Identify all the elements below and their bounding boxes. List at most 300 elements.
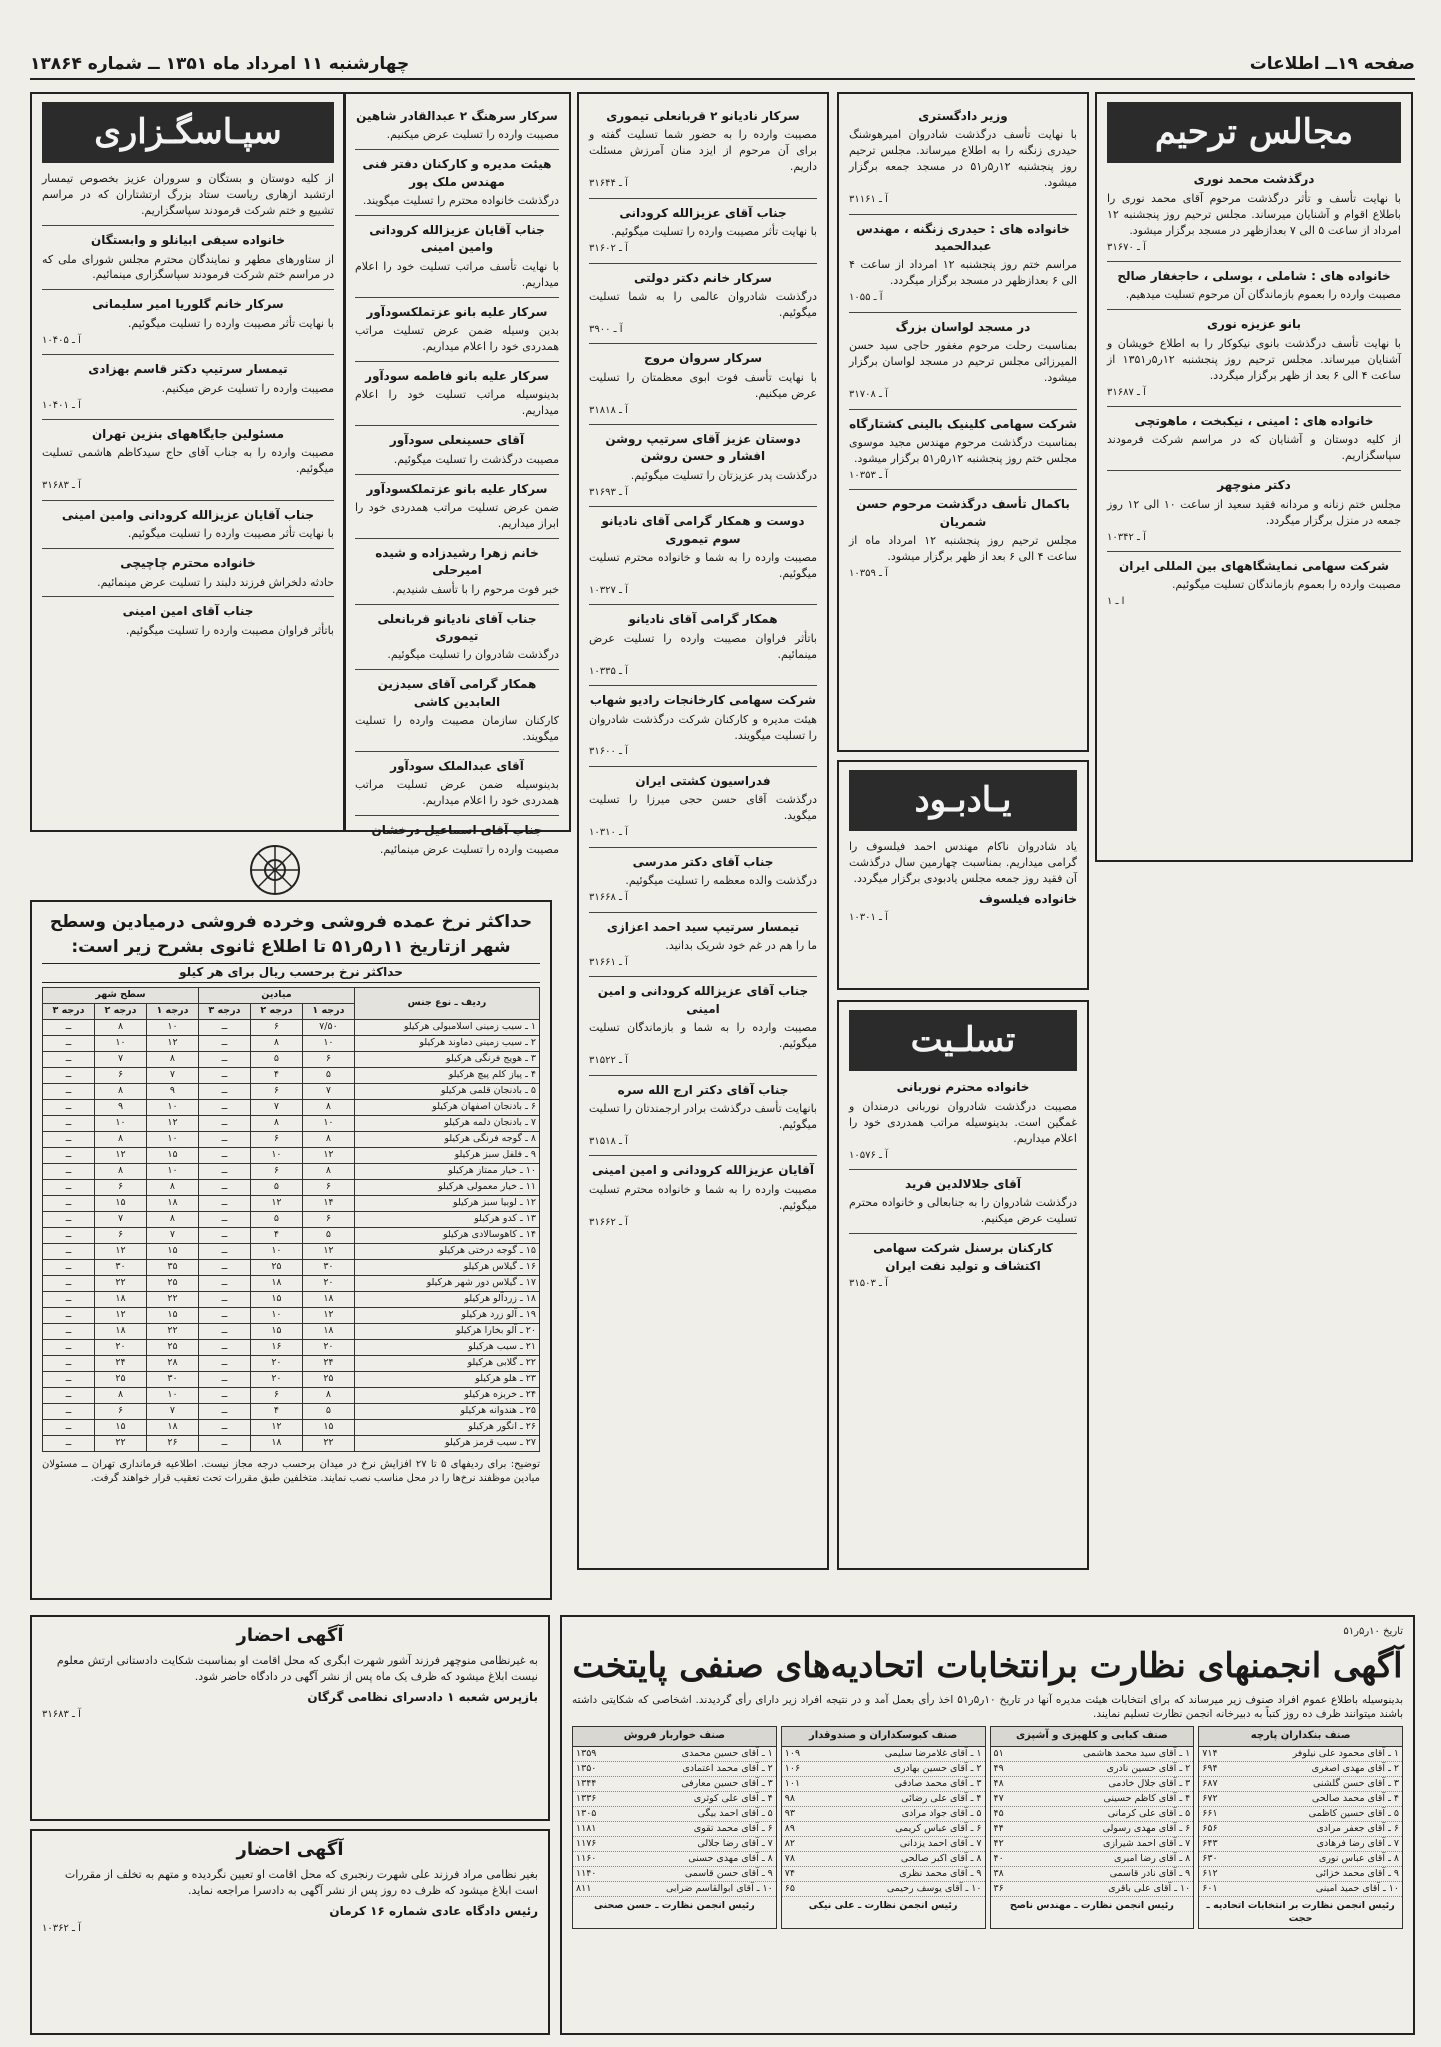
price-value: ۲۰ (250, 1355, 302, 1371)
price-value: ــ (198, 1179, 250, 1195)
col3-entry-heading: تیمسار سرتیپ سید احمد اعزازی (606, 919, 800, 934)
candidate-votes: ۶۶۱ (1202, 1807, 1218, 1819)
candidate-votes: ۱۱۸۱ (576, 1822, 597, 1834)
price-value: ۵ (250, 1051, 302, 1067)
price-value: ۷ (250, 1099, 302, 1115)
col3-entry-code: آ ـ ۳۱۵۱۸ (589, 1135, 628, 1147)
election-guild-title: صنف خواربار فروش (573, 1727, 776, 1747)
election-candidate-row (991, 1792, 1194, 1807)
price-value: ــ (43, 1211, 95, 1227)
thanks-entry-text: حادثه دلخراش فرزند دلبند را تسلیت عرض مینمائیم. (97, 575, 334, 589)
price-value: ۴ (250, 1403, 302, 1419)
summons-section (30, 1615, 550, 2035)
price-value: ــ (43, 1099, 95, 1115)
divider (849, 214, 1077, 215)
price-value: ۲۰ (302, 1339, 354, 1355)
price-value: ۸ (146, 1051, 198, 1067)
col4-entry-text: خبر فوت مرحوم را با تأسف شنیدیم. (391, 582, 559, 596)
condolence-entry (849, 1079, 1077, 1163)
election-guild-title: صنف کبوسکداران و صندوقدار (782, 1727, 985, 1747)
divider (355, 474, 559, 475)
price-value: ۷/۵۰ (302, 1019, 354, 1035)
mourning-entry-text: با نهایت تأسف درگذشت بانوی نیکوکار را به اطلاع خویشان و آشنایان میرساند. مجلس ترحیم روز پنجشنبه ۱۲ر۵ر۱۳۵۱ از ساعت ۴ الی ۶ بعد از ظهر برگزار میگردد. (1107, 336, 1401, 382)
price-item: ۷ ـ بادنجان دلمه هرکیلو (354, 1115, 539, 1131)
candidate-votes: ۴۵ (993, 1807, 1004, 1819)
price-value: ــ (198, 1435, 250, 1451)
col3-entry-code: آ ـ ۳۱۶۶۸ (589, 892, 628, 904)
price-market-header: میادین (198, 987, 354, 1003)
emblem (240, 840, 310, 900)
divider (42, 225, 334, 226)
price-value: ۲۰ (302, 1275, 354, 1291)
divider (589, 506, 817, 507)
page-header-left: چهارشنبه ۱۱ امرداد ماه ۱۳۵۱ ــ شماره ۱۳۸۶۴ (30, 54, 410, 74)
price-item: ۱۱ ـ خیار معمولی هرکیلو (354, 1179, 539, 1195)
price-value: ۶ (95, 1179, 147, 1195)
price-value: ــ (198, 1051, 250, 1067)
col3-entry (589, 205, 817, 257)
price-row (43, 1147, 540, 1163)
mourning-list-2 (849, 108, 1077, 581)
price-value: ۱۸ (146, 1419, 198, 1435)
price-row (43, 1211, 540, 1227)
price-value: ــ (43, 1083, 95, 1099)
price-value: ۲۶ (146, 1435, 198, 1451)
price-value: ۸ (95, 1163, 147, 1179)
price-value: ۶ (250, 1131, 302, 1147)
price-value: ــ (198, 1419, 250, 1435)
candidate-name: ۷ ـ آقای احمد شیرازی (1103, 1837, 1191, 1849)
col3-entry (589, 1162, 817, 1230)
mourning-entry-text: با نهایت تأسف و تأثر درگذشت مرحوم آقای محمد نوری را باطلاع اقوام و آشنایان میرساند. مجلس ترحیم روز پنجشنبه ۱۲ امرداد از ساعت ۵ الی ۷ بعدازظهر در مسجد برگزار میشود. (1107, 191, 1401, 237)
price-item: ۲۲ ـ گلابی هرکیلو (354, 1355, 539, 1371)
condolence-entry-code: آ ـ ۳۱۵۰۳ (849, 1278, 888, 1290)
candidate-votes: ۱۱۷۶ (576, 1837, 597, 1849)
price-value: ۱۲ (250, 1195, 302, 1211)
mourning2-entry-code: آ ـ ۱۰۳۵۹ (849, 567, 888, 579)
col3-entry-text: با نهایت تأسف فوت ابوی معظمتان را تسلیت عرض میکنیم. (589, 370, 817, 400)
divider (355, 215, 559, 216)
col3-entry (589, 1082, 817, 1150)
candidate-votes: ۷۴ (784, 1867, 795, 1879)
candidate-votes: ۷۱۴ (1202, 1747, 1218, 1759)
price-item: ۱۶ ـ گیلاس هرکیلو (354, 1259, 539, 1275)
col3-entry (589, 350, 817, 418)
divider (1107, 470, 1401, 471)
price-item: ۱۲ ـ لوبیا سبز هرکیلو (354, 1195, 539, 1211)
col4-entry (355, 108, 559, 143)
col3-entry-heading: شرکت سهامی کارخانجات رادیو شهاب (589, 693, 817, 708)
col3-entry (589, 270, 817, 338)
thanks-entry-text: از ستاورهای مطهر و نمایندگان محترم مجلس شورای ملی که در مراسم ختم شرکت فرمودند سپاسگزاری مینمائیم. (42, 252, 334, 282)
thanks-column (30, 92, 346, 832)
price-value: ۳۰ (302, 1259, 354, 1275)
price-value: ۵ (250, 1179, 302, 1195)
col3-entry-text: باتأثر فراوان مصیبت وارده را تسلیت عرض مینمائیم. (589, 631, 817, 661)
thanks-entry (42, 507, 334, 542)
price-value: ۶ (95, 1067, 147, 1083)
candidate-votes: ۶۵۶ (1202, 1822, 1218, 1834)
election-candidate-row (991, 1882, 1194, 1897)
candidate-name: ۶ ـ آقای عباس کریمی (895, 1822, 982, 1834)
price-value: ۷ (302, 1083, 354, 1099)
candidate-votes: ۱۰۱ (784, 1777, 801, 1789)
price-value: ــ (198, 1307, 250, 1323)
condolence-entry (849, 1240, 1077, 1291)
divider (1107, 261, 1401, 262)
price-value: ۱۴ (302, 1195, 354, 1211)
divider (589, 604, 817, 605)
price-value: ــ (198, 1035, 250, 1051)
price-value: ــ (198, 1067, 250, 1083)
election-candidate-row (991, 1867, 1194, 1882)
mourning-column-2 (837, 92, 1089, 752)
col4-entry (355, 222, 559, 291)
col3-entry-text: مصیبت وارده را به شما و خانواده محترم تسلیت میگوئیم. (589, 1182, 817, 1212)
thanks-title: سپـاسگـزاری (42, 102, 334, 163)
mourning-entry (1107, 558, 1401, 610)
col3-entry-text: درگذشت والده معظمه را تسلیت میگوئیم. (625, 874, 817, 888)
price-value: ــ (198, 1115, 250, 1131)
divider (589, 424, 817, 425)
election-candidate-row (1199, 1882, 1402, 1897)
col4-list (355, 108, 559, 858)
mourning-title: مجالس ترحیم (1107, 102, 1401, 163)
mourning-entry-text: از کلیه دوستان و آشنایان که در مراسم شرکت فرمودند سپاسگزاریم. (1107, 433, 1401, 463)
price-value: ــ (43, 1275, 95, 1291)
price-value: ۱۰ (146, 1387, 198, 1403)
price-value: ۱۲ (95, 1147, 147, 1163)
mourning-entry-code: آ ـ ۳۱۶۷۰ (1107, 241, 1146, 253)
col3-entry-text: مصیبت وارده را به شما و بازماندگان تسلیت میگوئیم. (589, 1021, 817, 1051)
price-value: ۲۲ (95, 1275, 147, 1291)
price-value: ۵ (250, 1211, 302, 1227)
thanks-entry (42, 171, 334, 219)
price-value: ۸ (95, 1387, 147, 1403)
candidate-votes: ۱۳۰۵ (576, 1807, 597, 1819)
mourning2-entry-heading: وزیر دادگستری (918, 109, 1008, 123)
candidate-votes: ۸۹ (784, 1822, 795, 1834)
thanks-entry (42, 361, 334, 413)
thanks-entry (42, 603, 334, 638)
candidate-name: ۱ ـ آقای محمود علی نیلوفر (1292, 1747, 1399, 1759)
thanks-list (42, 171, 334, 638)
price-value: ــ (198, 1355, 250, 1371)
col4-entry-text: مصیبت وارده را تسلیت عرض مینمائیم. (379, 842, 559, 856)
price-value: ۱۵ (250, 1323, 302, 1339)
price-value: ۵ (302, 1067, 354, 1083)
col3-entry-heading: جناب آقای دکتر ارج الله سره (617, 1082, 789, 1097)
col3-entry-text: درگذشت پدر عزیزتان را تسلیت میگوئیم. (630, 468, 817, 482)
price-value: ۸ (250, 1115, 302, 1131)
thanks-entry-code: آ ـ ۱۰۴۰۱ (42, 399, 81, 411)
price-value: ۹ (95, 1099, 147, 1115)
price-value: ــ (43, 1179, 95, 1195)
divider (355, 297, 559, 298)
col3-entry-text: ما را هم در غم خود شریک بدانید. (665, 938, 817, 952)
candidate-name: ۹ ـ آقای نادر قاسمی (1109, 1867, 1191, 1879)
candidate-name: ۲ ـ آقای حسین نادری (1106, 1762, 1191, 1774)
condolence-section (837, 1000, 1089, 1570)
price-value: ــ (43, 1323, 95, 1339)
candidate-votes: ۱۳۵۹ (576, 1747, 597, 1759)
candidate-votes: ۴۴ (993, 1822, 1004, 1834)
divider (355, 538, 559, 539)
candidate-name: ۸ ـ آقای عباس نوری (1318, 1852, 1399, 1864)
col3-entry (589, 919, 817, 971)
col3-entry-code: آ ـ ۱۰۳۲۷ (589, 584, 628, 596)
price-value: ــ (43, 1067, 95, 1083)
candidate-name: ۳ ـ آقای حسن گلشنی (1313, 1777, 1399, 1789)
price-value: ۱۸ (146, 1195, 198, 1211)
price-value: ــ (43, 1227, 95, 1243)
price-row (43, 1275, 540, 1291)
divider (355, 604, 559, 605)
price-value: ۲۵ (146, 1275, 198, 1291)
price-row (43, 1243, 540, 1259)
price-value: ۱۵ (250, 1291, 302, 1307)
col4-entry-heading: سرکار علیه بانو عزتملکسودآور (366, 304, 548, 319)
price-value: ۸ (302, 1099, 354, 1115)
col4-entry-text: مصیبت درگذشت را تسلیت میگوئیم. (393, 452, 559, 466)
price-value: ۸ (302, 1387, 354, 1403)
condolence-entry-text: مصیبت درگذشت شادروان نوربانی درمندان و غمگین است. بدینوسیله مراتب همدردی خود را اعلام میداریم. (849, 1099, 1077, 1145)
condolence-entry-text: درگذشت شادروان را به جنابعالی و خانواده محترم تسلیت عرض میکنیم. (849, 1196, 1077, 1226)
candidate-name: ۳ ـ آقای حسین معارفی (681, 1777, 773, 1789)
price-value: ۵ (302, 1227, 354, 1243)
price-value: ۲۲ (146, 1323, 198, 1339)
mourning2-entry-text: بمناسبت رحلت مرحوم مغفور حاجی سید حسن المیرزائی مجلس ترحیم در مسجد لواسان برگزار میشود. (849, 339, 1077, 385)
price-value: ۳۰ (95, 1259, 147, 1275)
condolence-column-3 (577, 92, 829, 1570)
thanks-entry-code: آ ـ ۳۱۶۸۳ (42, 480, 81, 492)
price-value: ــ (198, 1259, 250, 1275)
col4-entry (355, 611, 559, 664)
price-item: ۹ ـ فلفل سبز هرکیلو (354, 1147, 539, 1163)
candidate-votes: ۶۱۲ (1202, 1867, 1218, 1879)
election-candidate-row (573, 1762, 776, 1777)
price-value: ــ (198, 1147, 250, 1163)
candidate-name: ۸ ـ آقای اکبر صالحی (900, 1852, 982, 1864)
col3-list (589, 108, 817, 1230)
col4-entry-text: درگذشت شادروان را تسلیت میگوئیم. (387, 648, 559, 662)
price-value: ۶ (250, 1083, 302, 1099)
election-intro: بدینوسیله باطلاع عموم افراد صنوف زیر میرساند که برای انتخابات هیئت مدیره آنها در تاریخ ۱۰ر۵ر۵۱ اخذ رأی بعمل آمد و در نتیجه افراد زیر دارای رأی گردیدند. اشخاصی که شکایتی داشته باشند میتوانند ظرف ده روز کتباً به دبیرخانه انجمن نظارت تسلیم نمایند. (572, 1693, 1403, 1721)
divider (589, 976, 817, 977)
candidate-name: ۴ ـ آقای کاظم حسینی (1103, 1792, 1191, 1804)
col3-entry (589, 431, 817, 500)
price-item: ۲۱ ـ سیب هرکیلو (354, 1339, 539, 1355)
election-candidate-row (991, 1762, 1194, 1777)
election-guild-signature: رئیس انجمن نظارت ـ علی نیکی (808, 1899, 958, 1911)
price-value: ــ (198, 1211, 250, 1227)
election-candidate-row (1199, 1852, 1402, 1867)
col3-entry-heading: دوست و همکار گرامی آقای نادیانو سوم تیموری (601, 514, 805, 546)
price-value: ــ (198, 1403, 250, 1419)
mourning2-entry (849, 319, 1077, 403)
price-group-header-row (43, 987, 540, 1003)
price-item: ۸ ـ گوجه فرنگی هرکیلو (354, 1131, 539, 1147)
price-value: ــ (198, 1371, 250, 1387)
price-value: ۸ (302, 1163, 354, 1179)
mourning2-entry-heading: در مسجد لواسان بزرگ (895, 319, 1031, 334)
divider (589, 1075, 817, 1076)
price-value: ۸ (146, 1179, 198, 1195)
mourning-entry-heading: دکتر منوچهر (1217, 478, 1291, 493)
candidate-name: ۹ ـ آقای محمد نظری (899, 1867, 982, 1879)
col4-entry-text: درگذشت خانواده محترم را تسلیت میگویند. (362, 194, 559, 208)
candidate-votes: ۴۰ (993, 1852, 1004, 1864)
candidate-votes: ۴۹ (993, 1762, 1004, 1774)
divider (589, 912, 817, 913)
candidate-name: ۹ ـ آقای حسن قاسمی (684, 1867, 773, 1879)
candidate-votes: ۶۹۴ (1202, 1762, 1218, 1774)
thanks-entry-heading: جناب آقای امین امینی (122, 604, 254, 619)
price-value: ــ (43, 1051, 95, 1067)
col3-entry-text: بانهایت تأسف درگذشت برادر ارجمندتان را تسلیت میگوئیم. (589, 1101, 817, 1131)
mourning-entry-text: مصیبت وارده را بعموم بازماندگان تسلیت میگوئیم. (1171, 578, 1401, 592)
price-row (43, 1339, 540, 1355)
price-value: ۷ (146, 1227, 198, 1243)
candidate-name: ۶ ـ آقای محمد تقوی (693, 1822, 773, 1834)
candidate-votes: ۸۲ (784, 1837, 795, 1849)
price-value: ۲۲ (146, 1291, 198, 1307)
election-candidate-row (1199, 1807, 1402, 1822)
mourning-entry-heading: خانواده های : شاملی ، بوسلی ، حاجغفار صالح (1117, 269, 1391, 283)
price-value: ۶ (95, 1403, 147, 1419)
price-row (43, 1403, 540, 1419)
price-value: ۱۲ (95, 1243, 147, 1259)
col4-entry-heading: سرکار سرهنگ ۲ عبدالقادر شاهین (356, 109, 558, 123)
price-value: ۱۲ (146, 1035, 198, 1051)
price-value: ۱۰ (146, 1163, 198, 1179)
price-item: ۲۷ ـ سیب قرمز هرکیلو (354, 1435, 539, 1451)
price-value: ۶ (250, 1387, 302, 1403)
price-value: ۱۲ (302, 1243, 354, 1259)
price-row (43, 1323, 540, 1339)
price-value: ــ (43, 1291, 95, 1307)
election-candidate-row (991, 1837, 1194, 1852)
memorial-sign: خانواده فیلسوف (978, 892, 1077, 907)
mourning2-entry-heading: شرکت سهامی کلینیک بالینی کشتارگاه (849, 416, 1077, 431)
mourning2-entry (849, 108, 1077, 208)
candidate-votes: ۳۶ (993, 1882, 1004, 1894)
divider (849, 1233, 1077, 1234)
price-value: ــ (198, 1291, 250, 1307)
mourning-entry-code: آ ـ ۱۰۳۴۲ (1107, 531, 1146, 543)
candidate-name: ۷ ـ آقای احمد یزدانی (899, 1837, 982, 1849)
price-value: ۱۰ (95, 1035, 147, 1051)
election-candidate-row (782, 1882, 985, 1897)
price-row (43, 1131, 540, 1147)
price-value: ــ (43, 1035, 95, 1051)
col3-entry-text: هیئت مدیره و کارکنان شرکت درگذشت شادروان را تسلیت میگویند. (589, 712, 817, 742)
price-value: ۶ (302, 1051, 354, 1067)
price-value: ــ (198, 1387, 250, 1403)
price-col-header: درجه ۳ (198, 1003, 250, 1019)
col4-entry-heading: هیئت مدیره و کارکنان دفتر فنی مهندس ملک پور (362, 157, 552, 189)
price-value: ۱۲ (250, 1419, 302, 1435)
col3-entry (589, 513, 817, 598)
price-value: ــ (198, 1163, 250, 1179)
summons-1-text: به غیرنظامی منوچهر فرزند آشور شهرت ابگری که محل اقامت او بمناسبت شکایت دادستانی ارتش معلوم نیست ابلاغ میشود که ظرف یک ماه پس از نشر آگهی در دادگاه حاضر شود. (56, 1654, 538, 1684)
price-value: ۱۸ (302, 1323, 354, 1339)
price-value: ۱۵ (146, 1307, 198, 1323)
col3-entry-heading: سرکار سروان مروج (643, 351, 763, 366)
col3-entry-code: آ ـ ۳۱۶۹۳ (589, 486, 628, 498)
price-value: ــ (43, 1419, 95, 1435)
mourning2-entry-text: مراسم ختم روز پنجشنبه ۱۲ امرداد از ساعت ۴ الی ۶ بعدازظهر در مسجد برگزار میگردد. (849, 258, 1077, 288)
price-value: ۲۰ (95, 1339, 147, 1355)
price-row (43, 1387, 540, 1403)
price-value: ۱۲ (95, 1307, 147, 1323)
election-candidate-row (1199, 1822, 1402, 1837)
election-guild-signature: رئیس انجمن نظارت ـ حسن صحنی (594, 1899, 755, 1911)
election-candidate-row (1199, 1777, 1402, 1792)
election-candidate-row (1199, 1867, 1402, 1882)
divider (1107, 551, 1401, 552)
divider (42, 596, 334, 597)
price-value: ۱۰ (302, 1035, 354, 1051)
candidate-name: ۸ ـ آقای مهدی حسنی (688, 1852, 773, 1864)
price-value: ــ (43, 1147, 95, 1163)
col4-entry (355, 545, 559, 598)
candidate-votes: ۴۸ (993, 1777, 1004, 1789)
candidate-name: ۸ ـ آقای رضا امیری (1113, 1852, 1191, 1864)
summons-1-sign: بازپرس شعبه ۱ دادسرای نظامی گرگان (307, 1689, 538, 1704)
col3-entry-code: آ ـ ۱۰۳۳۵ (589, 665, 628, 677)
condolence-entry-heading: کارکنان برسنل شرکت سهامی اکتشاف و تولید نفت ایران (873, 1241, 1053, 1273)
mourning-entry (1107, 477, 1401, 545)
condolence-entry-code: آ ـ ۱۰۵۷۶ (849, 1149, 888, 1161)
col4-entry-text: مصیبت وارده را تسلیت عرض میکنیم. (386, 128, 559, 142)
price-value: ــ (43, 1339, 95, 1355)
condolence-column-4 (343, 92, 571, 856)
price-value: ۱۶ (250, 1339, 302, 1355)
memorial-code: آ ـ ۱۰۳۰۱ (849, 911, 888, 923)
price-row (43, 1355, 540, 1371)
mourning-entry-code: آ ـ ۳۱۶۸۷ (1107, 386, 1146, 398)
summons-2-text: بغیر نظامی مراد فرزند علی شهرت رنجبری که محل اقامت او تعیین نگردیده و متهم به تخلف از مقررات است ابلاغ میشود که ظرف ده روز پس از نشر آگهی به دادسرا مراجعه نماید. (64, 1868, 538, 1898)
col3-entry (589, 611, 817, 679)
price-row (43, 1419, 540, 1435)
price-item: ۲۳ ـ هلو هرکیلو (354, 1371, 539, 1387)
candidate-votes: ۶۵ (784, 1882, 795, 1894)
candidate-votes: ۴۷ (993, 1792, 1004, 1804)
price-value: ۲۵ (250, 1259, 302, 1275)
price-row (43, 1163, 540, 1179)
price-item: ۲۵ ـ هندوانه هرکیلو (354, 1403, 539, 1419)
mourning-entry-heading: بانو عزیزه نوری (1206, 317, 1302, 332)
candidate-votes: ۶۴۳ (1202, 1837, 1218, 1849)
summons-notice-2 (30, 1829, 550, 2035)
price-value: ۶ (95, 1227, 147, 1243)
price-col-header: درجه ۲ (95, 1003, 147, 1019)
price-value: ۲۴ (95, 1355, 147, 1371)
candidate-votes: ۱۳۵۰ (576, 1762, 597, 1774)
election-results-grid (572, 1726, 1403, 1929)
condolence-list (849, 1079, 1077, 1291)
candidate-votes: ۳۸ (993, 1867, 1004, 1879)
condolence-entry-heading: آقای جلالالدین فرید (904, 1177, 1022, 1191)
candidate-name: ۲ ـ آقای مهدی اصغری (1311, 1762, 1399, 1774)
mourning2-entry-heading: خانواده های : حیدری زنگنه ، مهندس عبدالحمید (856, 221, 1070, 254)
mourning2-entry (849, 221, 1077, 306)
price-value: ۱۸ (95, 1323, 147, 1339)
thanks-entry (42, 232, 334, 283)
thanks-entry-heading: مسئولین جایگاههای بنزین تهران (91, 427, 285, 442)
price-value: ۲۲ (95, 1435, 147, 1451)
